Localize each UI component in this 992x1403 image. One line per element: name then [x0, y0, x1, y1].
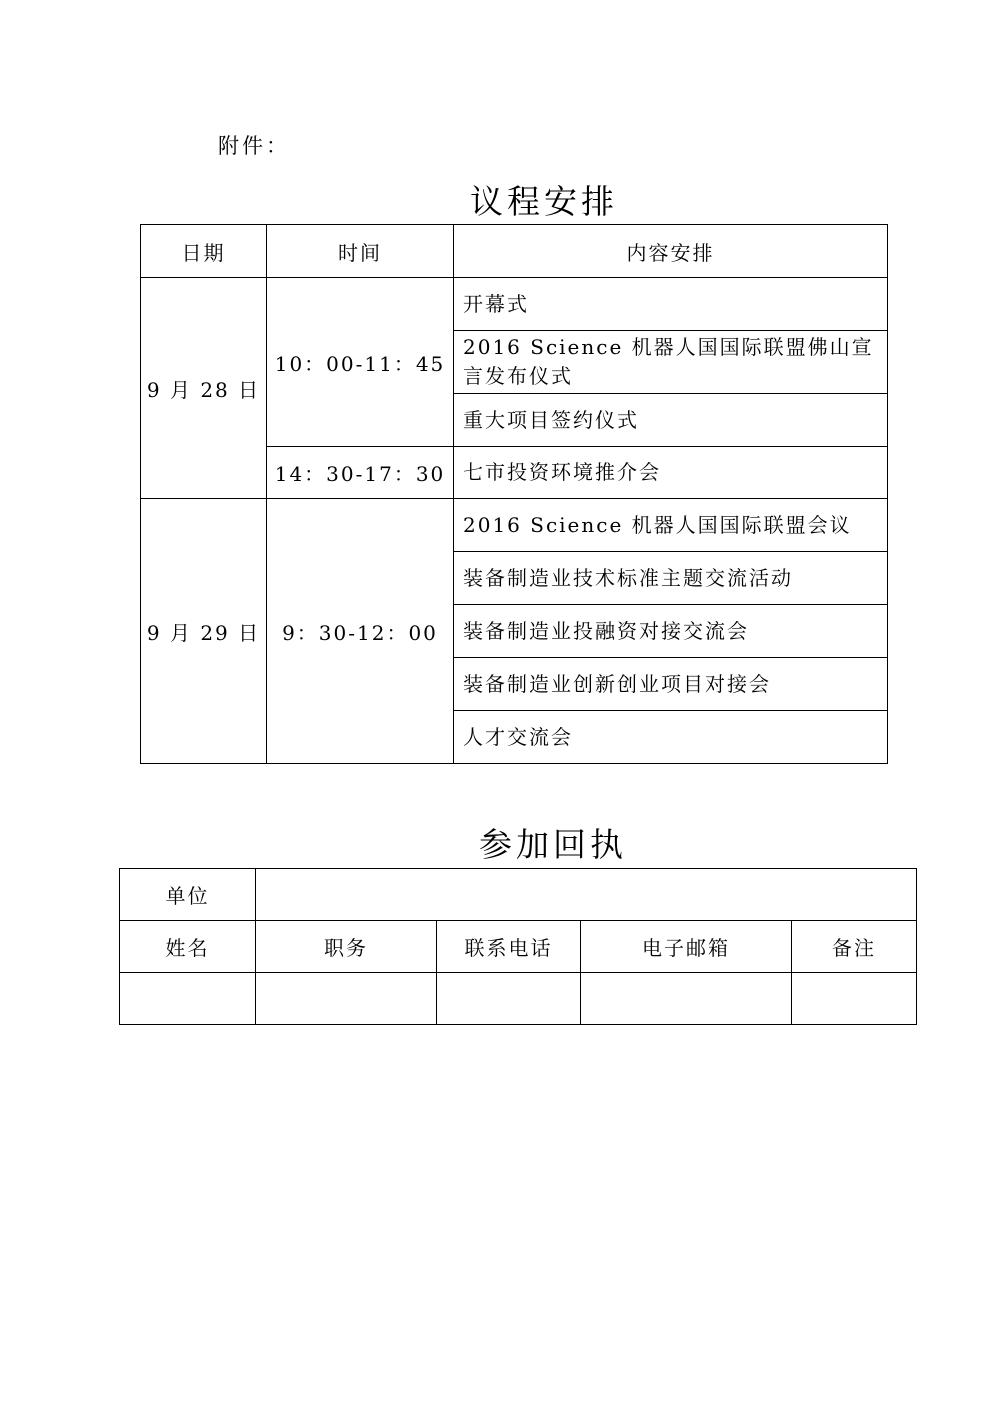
agenda-item: 2016 Science 机器人国国际联盟佛山宣言发布仪式 [454, 331, 888, 394]
header-content: 内容安排 [454, 225, 888, 278]
unit-field[interactable] [256, 869, 917, 921]
header-email: 电子邮箱 [581, 921, 792, 973]
agenda-item: 装备制造业技术标准主题交流活动 [454, 552, 888, 605]
slot-time: 14：30-17：30 [267, 447, 454, 499]
reply-title: 参加回执 [479, 825, 627, 864]
reply-header-row [120, 921, 917, 973]
header-name: 姓名 [120, 921, 256, 973]
remark-field[interactable] [792, 973, 917, 1025]
agenda-header-row [141, 225, 888, 278]
phone-field[interactable] [437, 973, 581, 1025]
reply-entry-row [120, 973, 917, 1025]
agenda-item: 装备制造业创新创业项目对接会 [454, 658, 888, 711]
header-time: 时间 [267, 225, 454, 278]
agenda-table [140, 224, 888, 764]
reply-unit-row [120, 869, 917, 921]
email-field[interactable] [581, 973, 792, 1025]
header-position: 职务 [256, 921, 437, 973]
name-field[interactable] [120, 973, 256, 1025]
unit-label: 单位 [120, 869, 256, 921]
day-date: 9 月 28 日 [141, 278, 267, 499]
agenda-item: 重大项目签约仪式 [454, 394, 888, 447]
agenda-item: 2016 Science 机器人国国际联盟会议 [454, 499, 888, 552]
attachment-label: 附件： [218, 134, 290, 158]
header-remark: 备注 [792, 921, 917, 973]
agenda-row [141, 499, 888, 552]
reply-form-table [119, 868, 917, 1025]
slot-time: 9：30-12：00 [267, 499, 454, 764]
agenda-item: 七市投资环境推介会 [454, 447, 888, 499]
day-date: 9 月 29 日 [141, 499, 267, 764]
slot-time: 10：00-11：45 [267, 278, 454, 447]
position-field[interactable] [256, 973, 437, 1025]
agenda-item: 装备制造业投融资对接交流会 [454, 605, 888, 658]
header-phone: 联系电话 [437, 921, 581, 973]
agenda-row [141, 278, 888, 331]
agenda-title: 议程安排 [470, 182, 618, 221]
agenda-item: 开幕式 [454, 278, 888, 331]
header-date: 日期 [141, 225, 267, 278]
agenda-item: 人才交流会 [454, 711, 888, 764]
